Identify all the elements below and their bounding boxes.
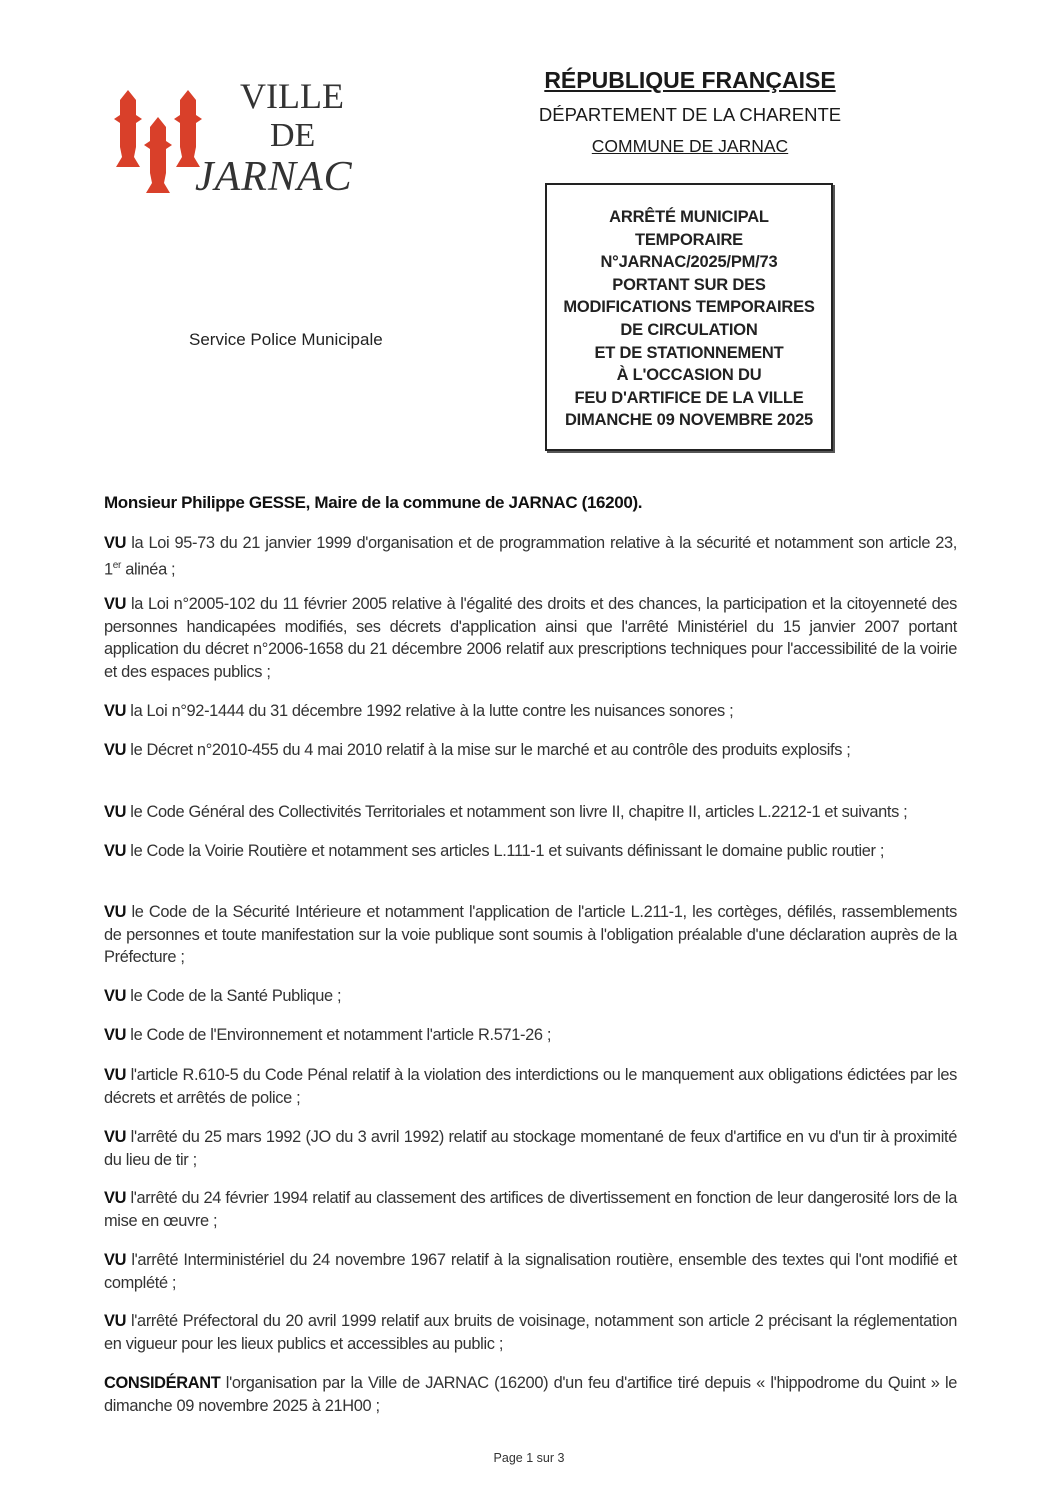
recital-lead: VU [104,1312,127,1330]
recital-paragraph [104,840,957,863]
recital-text: le Code la Voirie Routière et notamment ses articles L.111-1 et suivants définissant le domaine public routier ; [126,842,885,860]
republic-heading: RÉPUBLIQUE FRANÇAISE [544,67,836,93]
recital-paragraph [104,1126,957,1171]
logo-de: DE [270,117,316,154]
title-line: MODIFICATIONS TEMPORAIRES [563,298,815,317]
recital-lead: VU [104,534,127,552]
recital-text: le Code Général des Collectivités Territoriales et notamment son livre II, chapitre II, articles L.2212-1 et suivants ; [126,803,908,821]
recital-text: le Décret n°2010-455 du 4 mai 2010 relatif à la mise sur le marché et au contrôle des produits explosifs ; [126,741,851,759]
superscript: er [112,559,121,571]
recital-paragraph [104,1024,957,1047]
recital-text: l'arrêté du 25 mars 1992 (JO du 3 avril 1992) relatif au stockage momentané de feux d'artifice en vu d'un tir à proximité du lieu de tir ; [104,1128,957,1169]
ville-de-jarnac-logo [110,75,390,225]
recital-lead: VU [104,1251,127,1269]
recital-text: la Loi n°92-1444 du 31 décembre 1992 relative à la lutte contre les nuisances sonores ; [126,702,734,720]
recital-lead: VU [104,702,127,720]
recital-text: le Code de la Santé Publique ; [126,987,342,1005]
recital-paragraph [104,1310,957,1355]
recital-lead: CONSIDÉRANT [104,1374,221,1392]
recital-paragraph [104,739,957,762]
recital-text: l'organisation par la Ville de JARNAC (16200) d'un feu d'artifice tiré depuis « l'hippodrome du Quint » le dimanche 09 novembre 2025 à 21H00 ; [104,1374,957,1415]
logo-ville: VILLE [240,76,344,116]
title-line: FEU D'ARTIFICE DE LA VILLE [574,388,804,407]
title-line: PORTANT SUR DES [612,275,766,294]
recital-text: l'arrêté du 24 février 1994 relatif au classement des artifices de divertissement en fonction de leur dangerosité lors de la mise en œuvre ; [104,1189,957,1230]
recital-paragraph [104,532,957,580]
recital-paragraph [104,1064,957,1109]
recital-paragraph [104,901,957,969]
recital-lead: VU [104,1128,127,1146]
title-line: À L'OCCASION DU [616,366,762,385]
recital-lead: VU [104,1189,127,1207]
recital-paragraph [104,985,957,1008]
recital-text: l'arrêté Préfectoral du 20 avril 1999 relatif aux bruits de voisinage, notamment son article 2 précisant la réglementation en vigueur pour les lieux publics et accessibles au public ; [104,1312,957,1353]
department-heading: DÉPARTEMENT DE LA CHARENTE [538,104,842,125]
page-number: Page 1 sur 3 [493,1451,565,1465]
recital-paragraph [104,801,957,824]
title-line: N°JARNAC/2025/PM/73 [600,253,778,272]
commune-heading: COMMUNE DE JARNAC [591,136,789,156]
recital-text: l'article R.610-5 du Code Pénal relatif à la violation des interdictions ou le manquement aux obligations édictées par les décrets et arrêtés de police ; [104,1066,957,1107]
recital-paragraph [104,700,957,723]
title-line: TEMPORAIRE [634,230,743,249]
recital-lead: VU [104,1066,127,1084]
recital-text: la Loi 95-73 du 21 janvier 1999 d'organisation et de programmation relative à la sécurité et notamment son article 23, 1 [104,534,957,578]
title-line: ET DE STATIONNEMENT [594,343,784,362]
recital-paragraph [104,1249,957,1294]
title-line: ARRÊTÉ MUNICIPAL [609,208,769,226]
recital-paragraph [104,1372,957,1417]
logo-jarnac: JARNAC [195,154,353,200]
arrete-title-box [545,183,833,451]
recital-text: la Loi n°2005-102 du 11 février 2005 relative à l'égalité des droits et des chances, la participation et la citoyenneté des personnes handicapées modifiés, ses décrets d'application ainsi que l'arrêté Ministériel du 15 janvier 2007 portant application du décret n°2006-1658 du 21 décembre 2006 relatif aux prescriptions techniques pour l'accessibilité de la voirie et des espaces publics ; [104,595,957,681]
recital-lead: VU [104,595,127,613]
recital-lead: VU [104,842,127,860]
recital-text: l'arrêté Interministériel du 24 novembre 1967 relatif à la signalisation routière, ensemble des textes qui l'ont modifié et complété ; [104,1251,957,1292]
title-line: DIMANCHE 09 NOVEMBRE 2025 [564,411,814,430]
recital-lead: VU [104,987,127,1005]
recital-lead: VU [104,1026,127,1044]
recital-paragraph [104,593,957,683]
recital-text-tail: alinéa ; [120,559,176,578]
recital-text: le Code de la Sécurité Intérieure et notamment l'application de l'article L.211-1, les cortèges, défilés, rassemblements de personnes et toute manifestation sur la voie publique sont soumis à l'obligation préalable d'une déclaration auprès de la Préfecture ; [104,903,957,966]
recital-lead: VU [104,803,127,821]
recital-text: le Code de l'Environnement et notamment l'article R.571-26 ; [126,1026,552,1044]
service-label: Service Police Municipale [189,330,383,349]
recital-paragraph [104,1187,957,1232]
title-line: DE CIRCULATION [620,320,758,339]
recital-lead: VU [104,903,127,921]
mayor-line: Monsieur Philippe GESSE, Maire de la commune de JARNAC (16200). [104,493,643,512]
recital-lead: VU [104,741,127,759]
